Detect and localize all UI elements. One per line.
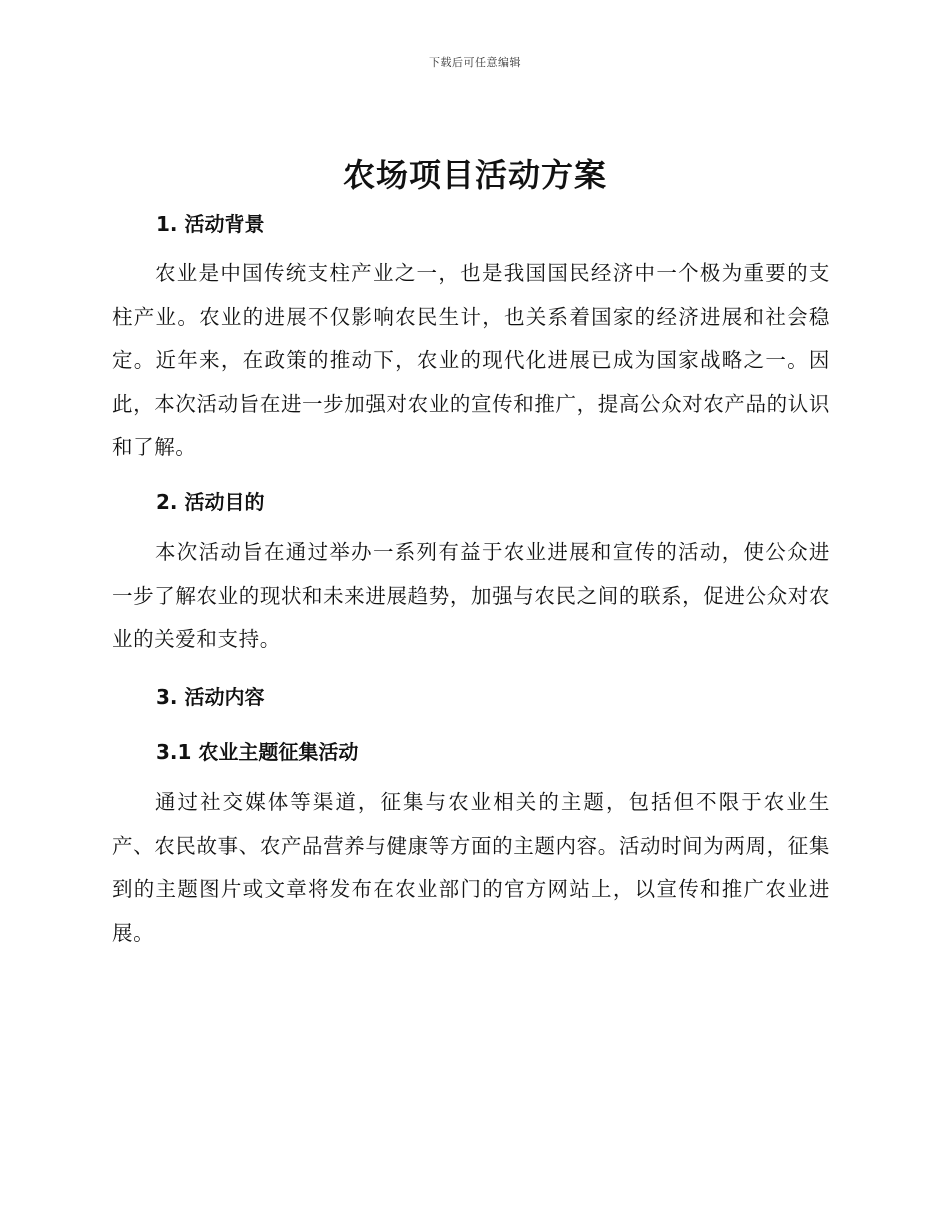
subsection-heading-theme-collection: 3.1 农业主题征集活动: [156, 740, 359, 764]
document-title: 农场项目活动方案: [342, 156, 607, 194]
paragraph-purpose: 本次活动旨在通过举办一系列有益于农业进展和宣传的活动，使公众进一步了解农业的现状和未来进展趋势，加强与农民之间的联系，促进公众对农业的关爱和支持。: [112, 540, 830, 651]
section-heading-background: 1. 活动背景: [156, 212, 265, 236]
section-heading-content: 3. 活动内容: [156, 685, 265, 709]
header-note: 下载后可任意编辑: [429, 56, 521, 69]
paragraph-background: 农业是中国传统支柱产业之一，也是我国国民经济中一个极为重要的支柱产业。农业的进展不仅影响农民生计，也关系着国家的经济进展和社会稳定。近年来，在政策的推动下，农业的现代化进展已成为国家战略之一。因此，本次活动旨在进一步加强对农业的宣传和推广，提高公众对农产品的认识和了解。: [112, 261, 830, 459]
paragraph-theme-collection: 通过社交媒体等渠道，征集与农业相关的主题，包括但不限于农业生产、农民故事、农产品营养与健康等方面的主题内容。活动时间为两周，征集到的主题图片或文章将发布在农业部门的官方网站上，以宣传和推广农业进展。: [112, 790, 830, 945]
section-heading-purpose: 2. 活动目的: [156, 490, 265, 514]
